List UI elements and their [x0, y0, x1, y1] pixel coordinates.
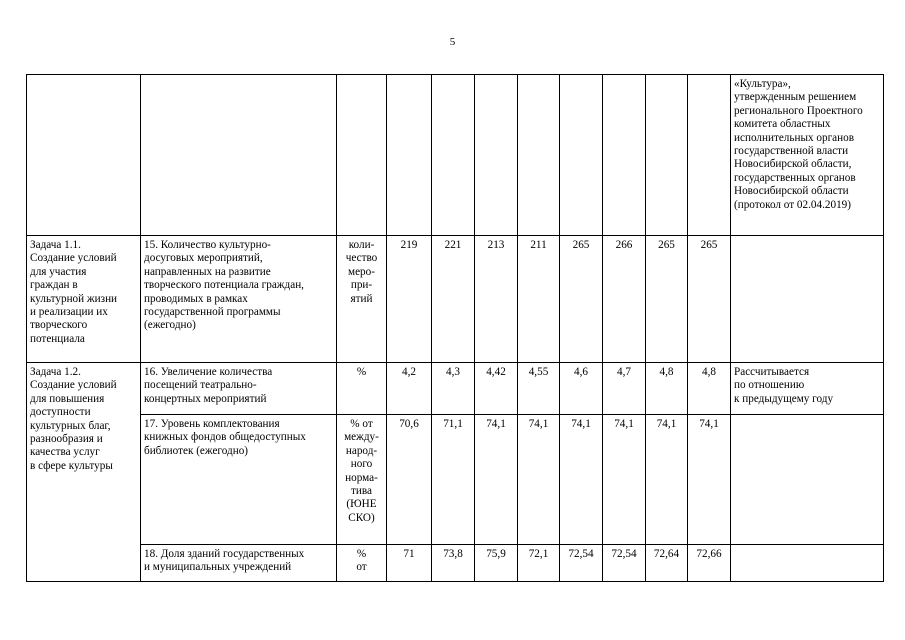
value-cell: [518, 75, 560, 236]
value-cell: 72,66: [688, 545, 731, 582]
value-cell: 74,1: [560, 415, 603, 545]
indicator-cell: 17. Уровень комплектования книжных фондов общедоступных библиотек (ежегодно): [141, 415, 337, 545]
value-cell: 72,1: [518, 545, 560, 582]
value-cell: 74,1: [518, 415, 560, 545]
value-cell: 4,3: [432, 363, 475, 415]
table-row: [27, 363, 884, 415]
indicator-cell: 16. Увеличение количества посещений театрально- концертных мероприятий: [141, 363, 337, 415]
table-row: [27, 415, 884, 545]
table-row: [27, 236, 884, 363]
value-cell: 221: [432, 236, 475, 363]
value-cell: 71,1: [432, 415, 475, 545]
value-cell: 4,7: [603, 363, 646, 415]
value-cell: [603, 75, 646, 236]
value-cell: 74,1: [646, 415, 688, 545]
value-cell: 4,55: [518, 363, 560, 415]
task-cell: Задача 1.2. Создание условий для повышения доступности культурных благ, разнообразия и качества услуг в сфере культуры: [27, 363, 141, 582]
value-cell: 72,54: [603, 545, 646, 582]
value-cell: [688, 75, 731, 236]
task-cell: [27, 75, 141, 236]
table-row: [27, 545, 884, 582]
indicator-cell: 18. Доля зданий государственных и муниципальных учреждений: [141, 545, 337, 582]
value-cell: 266: [603, 236, 646, 363]
value-cell: 265: [646, 236, 688, 363]
value-cell: 211: [518, 236, 560, 363]
value-cell: 73,8: [432, 545, 475, 582]
value-cell: [646, 75, 688, 236]
note-cell: Рассчитывается по отношению к предыдущему году: [731, 363, 884, 415]
table-row: [27, 75, 884, 236]
value-cell: [560, 75, 603, 236]
value-cell: [432, 75, 475, 236]
value-cell: 265: [560, 236, 603, 363]
value-cell: 4,8: [646, 363, 688, 415]
note-cell: [731, 545, 884, 582]
note-cell: «Культура», утвержденным решением регионального Проектного комитета областных исполнительных органов государственной власти Новосибирской области, государственных органов Новосибирской области (протокол от 02.04.2019): [731, 75, 884, 236]
page-number: 5: [449, 36, 456, 48]
value-cell: 74,1: [603, 415, 646, 545]
value-cell: 75,9: [475, 545, 518, 582]
value-cell: 74,1: [475, 415, 518, 545]
value-cell: 74,1: [688, 415, 731, 545]
value-cell: 265: [688, 236, 731, 363]
value-cell: [475, 75, 518, 236]
value-cell: 72,54: [560, 545, 603, 582]
note-cell: [731, 415, 884, 545]
value-cell: 219: [387, 236, 432, 363]
value-cell: 71: [387, 545, 432, 582]
indicator-cell: 15. Количество культурно- досуговых мероприятий, направленных на развитие творческого потенциала граждан, проводимых в рамках государственной программы (ежегодно): [141, 236, 337, 363]
task-cell: Задача 1.1. Создание условий для участия граждан в культурной жизни и реализации их творческого потенциала: [27, 236, 141, 363]
value-cell: 70,6: [387, 415, 432, 545]
value-cell: 4,2: [387, 363, 432, 415]
value-cell: 4,6: [560, 363, 603, 415]
value-cell: 4,42: [475, 363, 518, 415]
unit-cell: %: [337, 363, 387, 415]
unit-cell: коли- чество меро- при- ятий: [337, 236, 387, 363]
value-cell: [387, 75, 432, 236]
value-cell: 4,8: [688, 363, 731, 415]
unit-cell: [337, 75, 387, 236]
unit-cell: % от: [337, 545, 387, 582]
value-cell: 213: [475, 236, 518, 363]
indicator-cell: [141, 75, 337, 236]
indicators-table: [26, 74, 884, 582]
unit-cell: % от между- народ- ного норма- тива (ЮНЕ СКО): [337, 415, 387, 545]
note-cell: [731, 236, 884, 363]
value-cell: 72,64: [646, 545, 688, 582]
